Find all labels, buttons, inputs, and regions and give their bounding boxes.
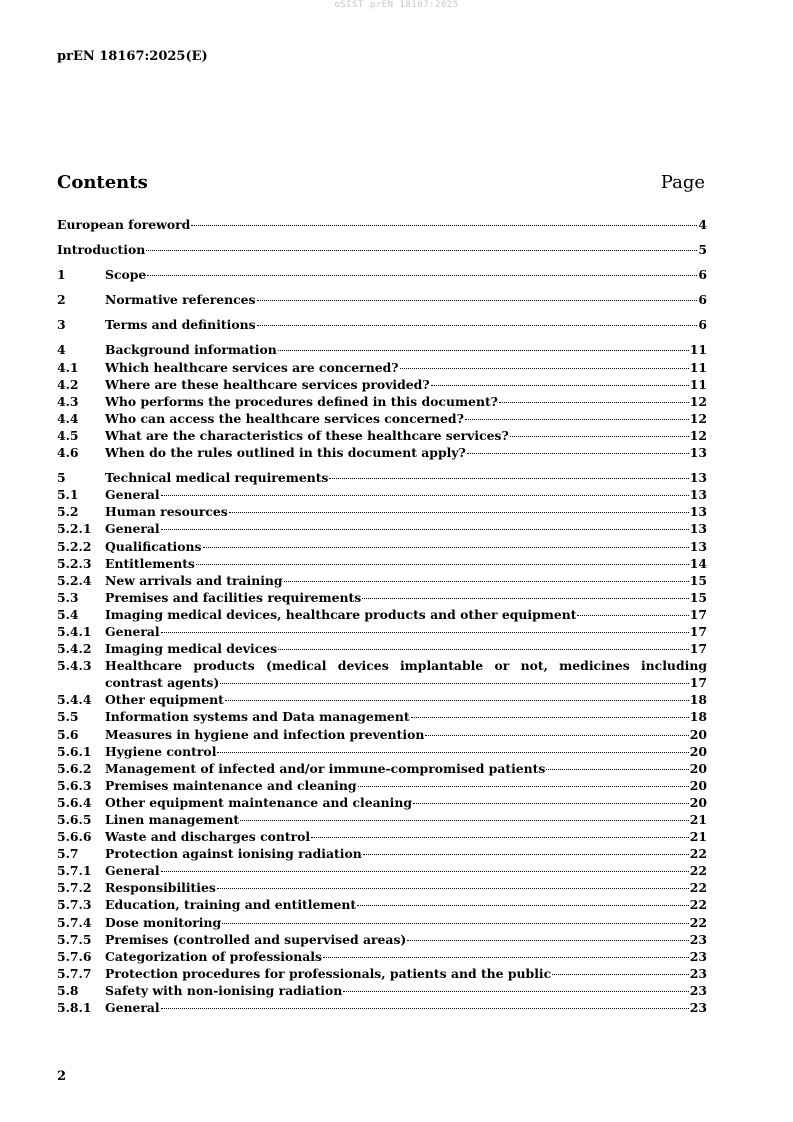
toc-entry-title: Premises maintenance and cleaning: [105, 777, 357, 793]
toc-leader-dots: [196, 564, 689, 565]
toc-entry-page: 13: [689, 470, 707, 486]
toc-entry-title: Technical medical requirements: [105, 470, 329, 486]
toc-leader-dots: [222, 923, 689, 924]
toc-entry[interactable]: [57, 606, 707, 623]
toc-entry[interactable]: [57, 241, 707, 258]
toc-entry-page: 20: [689, 794, 707, 810]
toc-entry-title: Imaging medical devices, healthcare products and other equipment: [105, 606, 577, 622]
toc-entry-number: 4.1: [57, 359, 79, 375]
toc-entry[interactable]: [57, 266, 707, 283]
toc-entry-title: Scope: [105, 267, 147, 283]
toc-entry-page: 15: [689, 589, 707, 605]
toc-entry-title: Other equipment maintenance and cleaning: [105, 794, 413, 810]
toc-leader-dots: [323, 957, 689, 958]
toc-entry-title: Safety with non-ionising radiation: [105, 982, 343, 998]
toc-entry-title: Human resources: [105, 504, 228, 520]
toc-entry[interactable]: [57, 828, 707, 845]
toc-entry[interactable]: [57, 427, 707, 444]
toc-entry-page: 14: [689, 555, 707, 571]
toc-entry-number: 4: [57, 342, 66, 358]
toc-entry[interactable]: [57, 862, 707, 879]
toc-entry-page: 23: [689, 1000, 707, 1016]
toc-entry-page: 20: [689, 760, 707, 776]
toc-entry-title: Normative references: [105, 292, 256, 308]
toc-entry-number: 5.8.1: [57, 1000, 92, 1016]
toc-entry-page: 18: [689, 692, 707, 708]
toc-entry-page: 17: [689, 623, 707, 639]
toc-entry-number: 5.6.1: [57, 743, 92, 759]
toc-entry-number: 1: [57, 267, 66, 283]
toc-entry-page: 11: [689, 342, 707, 358]
document-id-header: prEN 18167:2025(E): [57, 49, 208, 64]
toc-entry-number: 5.2.3: [57, 555, 92, 571]
toc-entry-number: 5.3: [57, 589, 79, 605]
toc-leader-dots: [425, 735, 688, 736]
toc-entry-continuation[interactable]: [57, 674, 707, 691]
toc-entry-page: 23: [689, 948, 707, 964]
toc-entry-page: 18: [689, 709, 707, 725]
toc-entry-page: 11: [689, 359, 707, 375]
toc-entry[interactable]: [57, 216, 707, 233]
toc-entry-title: General: [105, 487, 160, 503]
toc-entry-title: Responsibilities: [105, 880, 216, 896]
toc-entry-number: 5.6: [57, 726, 79, 742]
toc-leader-dots: [407, 940, 688, 941]
toc-entry[interactable]: [57, 845, 707, 862]
toc-entry[interactable]: [57, 410, 707, 427]
toc-entry[interactable]: [57, 444, 707, 461]
toc-leader-dots: [161, 495, 689, 496]
toc-entry-number: 5.5: [57, 709, 79, 725]
toc-entry-number: 5: [57, 470, 66, 486]
toc-entry-title: Healthcare products (medical devices implantable or not, medicines including: [105, 658, 707, 674]
toc-leader-dots: [510, 436, 689, 437]
toc-entry[interactable]: [57, 657, 707, 674]
toc-entry-page: 22: [689, 863, 707, 879]
toc-leader-dots: [161, 529, 689, 530]
watermark: oSIST prEN 18167:2025: [334, 0, 459, 10]
toc-entry-title: Terms and definitions: [105, 317, 256, 333]
toc-entry-title: New arrivals and training: [105, 572, 283, 588]
toc-leader-dots: [343, 991, 688, 992]
toc-entry-page: 13: [689, 445, 707, 461]
toc-leader-dots: [278, 649, 689, 650]
toc-entry-number: 5.7.2: [57, 880, 92, 896]
toc-entry-page: 12: [689, 427, 707, 443]
toc-entry-page: 6: [698, 267, 707, 283]
toc-entry-title: General: [105, 623, 160, 639]
toc-entry-title: Hygiene control: [105, 743, 217, 759]
toc-entry[interactable]: [57, 469, 707, 486]
toc-entry-number: 5.1: [57, 487, 79, 503]
toc-entry-title: General: [105, 1000, 160, 1016]
toc-leader-dots: [311, 837, 689, 838]
toc-entry-title: Introduction: [57, 242, 146, 258]
toc-entry-number: 5.2.2: [57, 538, 92, 554]
toc-entry[interactable]: [57, 520, 707, 537]
toc-entry-number: 5.8: [57, 982, 79, 998]
toc-leader-dots: [147, 275, 697, 276]
toc-entry[interactable]: [57, 931, 707, 948]
toc-leader-dots: [203, 547, 689, 548]
toc-entry-number: 3: [57, 317, 66, 333]
toc-entry-page: 13: [689, 521, 707, 537]
toc-leader-dots: [552, 974, 689, 975]
toc-entry[interactable]: [57, 777, 707, 794]
toc-entry-page: 15: [689, 572, 707, 588]
toc-entry[interactable]: [57, 982, 707, 999]
toc-entry-title: General: [105, 863, 160, 879]
toc-entry-number: 5.7.7: [57, 965, 92, 981]
toc-entry-title-continued: contrast agents): [105, 675, 220, 691]
toc-entry-page: 22: [689, 897, 707, 913]
toc-entry-title: Waste and discharges control: [105, 829, 311, 845]
toc-entry-number: 5.4: [57, 606, 79, 622]
toc-leader-dots: [362, 598, 689, 599]
toc-entry[interactable]: [57, 341, 707, 358]
toc-leader-dots: [146, 250, 697, 251]
toc-entry[interactable]: [57, 376, 707, 393]
toc-entry[interactable]: [57, 811, 707, 828]
toc-entry-title: Information systems and Data management: [105, 709, 410, 725]
page-number: 2: [57, 1069, 67, 1084]
toc-entry-title: European foreword: [57, 217, 191, 232]
toc-entry[interactable]: [57, 503, 707, 520]
toc-leader-dots: [225, 700, 689, 701]
page-column-label: Page: [660, 172, 705, 193]
toc-entry-number: 5.2.1: [57, 521, 92, 537]
toc-leader-dots: [411, 717, 689, 718]
toc-entry-page: 20: [689, 743, 707, 759]
toc-entry-page: 20: [689, 726, 707, 742]
toc-entry-title: Premises (controlled and supervised areas): [105, 931, 407, 947]
toc-entry-title: Education, training and entitlement: [105, 897, 357, 913]
toc-entry-page: 13: [689, 538, 707, 554]
toc-entry-number: 5.7.6: [57, 948, 92, 964]
toc-entry[interactable]: [57, 486, 707, 503]
toc-entry-page: 4: [698, 217, 707, 232]
toc-leader-dots: [161, 632, 689, 633]
toc-entry[interactable]: [57, 743, 707, 760]
toc-entry-number: 4.3: [57, 393, 79, 409]
toc-entry-number: 5.2: [57, 504, 79, 520]
toc-entry-page: 13: [689, 504, 707, 520]
toc-entry-page: 22: [689, 880, 707, 896]
toc-entry-page: 23: [689, 931, 707, 947]
toc-entry[interactable]: [57, 538, 707, 555]
toc-leader-dots: [284, 581, 689, 582]
toc-entry-title: Measures in hygiene and infection prevention: [105, 726, 425, 742]
toc-entry-page: 23: [689, 982, 707, 998]
toc-entry-number: 5.4.1: [57, 623, 92, 639]
toc-leader-dots: [413, 803, 689, 804]
toc-entry[interactable]: [57, 640, 707, 657]
toc-entry-number: 4.5: [57, 427, 79, 443]
toc-entry[interactable]: [57, 726, 707, 743]
toc-entry[interactable]: [57, 572, 707, 589]
toc-entry[interactable]: [57, 359, 707, 376]
toc-entry[interactable]: [57, 623, 707, 640]
toc-entry-page: 22: [689, 846, 707, 862]
toc-entry-title: Who performs the procedures defined in this document?: [105, 393, 498, 409]
toc-leader-dots: [499, 402, 689, 403]
toc-entry-number: 5.7: [57, 846, 79, 862]
toc-entry[interactable]: [57, 948, 707, 965]
toc-entry-title: Linen management: [105, 812, 240, 827]
toc-entry-page: 12: [689, 410, 707, 426]
toc-entry-number: 4.2: [57, 376, 79, 392]
toc-entry[interactable]: [57, 896, 707, 913]
toc-entry-title: What are the characteristics of these healthcare services?: [105, 427, 509, 443]
toc-leader-dots: [217, 888, 689, 889]
toc-entry[interactable]: [57, 760, 707, 777]
toc-entry[interactable]: [57, 589, 707, 606]
toc-entry[interactable]: [57, 291, 707, 308]
toc-entry-page: 6: [698, 317, 707, 333]
toc-entry-number: 5.6.6: [57, 829, 92, 845]
toc-leader-dots: [240, 820, 689, 821]
toc-leader-dots: [431, 385, 689, 386]
toc-leader-dots: [358, 786, 689, 787]
toc-entry-title: When do the rules outlined in this document apply?: [105, 445, 466, 461]
toc-entry[interactable]: [57, 691, 707, 708]
toc-leader-dots: [257, 300, 698, 301]
toc-entry[interactable]: [57, 965, 707, 982]
toc-entry-title: Who can access the healthcare services concerned?: [105, 410, 464, 426]
toc-entry-title: Management of infected and/or immune-compromised patients: [105, 760, 546, 776]
toc-entry-number: 5.7.1: [57, 863, 92, 879]
toc-entry-page: 21: [689, 812, 707, 827]
toc-entry-number: 5.6.3: [57, 777, 92, 793]
contents-heading: Contents: [57, 172, 148, 193]
toc-leader-dots: [363, 854, 689, 855]
toc-entry-number: 5.7.5: [57, 931, 92, 947]
toc-entry-page: 12: [689, 393, 707, 409]
toc-entry[interactable]: [57, 914, 707, 931]
toc-entry-title: Other equipment: [105, 692, 224, 708]
toc-entry[interactable]: [57, 999, 707, 1016]
toc-entry-page: 6: [698, 292, 707, 308]
toc-entry-number: 5.7.4: [57, 914, 92, 930]
toc-leader-dots: [467, 453, 689, 454]
toc-entry-number: 5.4.4: [57, 692, 92, 708]
toc-entry-title: Dose monitoring: [105, 914, 222, 930]
toc-entry-title: Premises and facilities requirements: [105, 589, 362, 605]
toc-entry[interactable]: [57, 316, 707, 333]
toc-entry-number: 5.7.3: [57, 897, 92, 913]
toc-entry[interactable]: [57, 555, 707, 572]
toc-leader-dots: [546, 769, 688, 770]
toc-entry-page: 17: [689, 606, 707, 622]
toc-entry-page: 13: [689, 487, 707, 503]
toc-entry-title: Imaging medical devices: [105, 641, 278, 657]
toc-entry-title: Background information: [105, 342, 277, 358]
toc-leader-dots: [577, 615, 688, 616]
toc-leader-dots: [161, 1008, 689, 1009]
toc-entry-title: Protection against ionising radiation: [105, 846, 362, 862]
toc-entry-number: 5.4.2: [57, 641, 92, 657]
toc-entry[interactable]: [57, 708, 707, 725]
toc-leader-dots: [465, 419, 689, 420]
toc-entry[interactable]: [57, 879, 707, 896]
toc-entry-number: 5.4.3: [57, 658, 92, 674]
toc-entry-page: 17: [689, 641, 707, 657]
toc-leader-dots: [400, 368, 689, 369]
toc-entry-page: 21: [689, 829, 707, 845]
toc-entry-page: 20: [689, 777, 707, 793]
toc-entry-page: 11: [689, 376, 707, 392]
toc-entry-number: 5.6.2: [57, 760, 92, 776]
toc-leader-dots: [257, 325, 698, 326]
toc-entry[interactable]: [57, 393, 707, 410]
toc-leader-dots: [278, 350, 689, 351]
toc-entry-title: Protection procedures for professionals, patients and the public: [105, 965, 552, 981]
toc-entry-page: 17: [689, 675, 707, 691]
toc-entry-title: Qualifications: [105, 538, 202, 554]
toc-entry-title: Where are these healthcare services provided?: [105, 376, 430, 392]
toc-entry-title: Which healthcare services are concerned?: [105, 359, 399, 375]
toc-entry-number: 4.4: [57, 410, 79, 426]
toc-leader-dots: [161, 871, 689, 872]
toc-leader-dots: [217, 752, 688, 753]
toc-entry-page: 23: [689, 965, 707, 981]
toc-entry-number: 5.6.5: [57, 812, 92, 827]
toc-entry-title: Categorization of professionals: [105, 948, 322, 964]
toc-entry-title: General: [105, 521, 160, 537]
toc-entry-page: 22: [689, 914, 707, 930]
toc-entry-number: 5.6.4: [57, 794, 92, 810]
toc-entry-page: 5: [698, 242, 707, 258]
toc-entry-number: 2: [57, 292, 66, 308]
table-of-contents: [57, 216, 707, 1016]
toc-entry-number: 4.6: [57, 445, 79, 461]
toc-leader-dots: [229, 512, 689, 513]
toc-leader-dots: [357, 905, 689, 906]
toc-leader-dots: [329, 478, 688, 479]
toc-entry-number: 5.2.4: [57, 572, 92, 588]
toc-leader-dots: [220, 683, 688, 684]
toc-entry[interactable]: [57, 794, 707, 811]
toc-leader-dots: [191, 225, 697, 226]
toc-entry-title: Entitlements: [105, 555, 195, 571]
